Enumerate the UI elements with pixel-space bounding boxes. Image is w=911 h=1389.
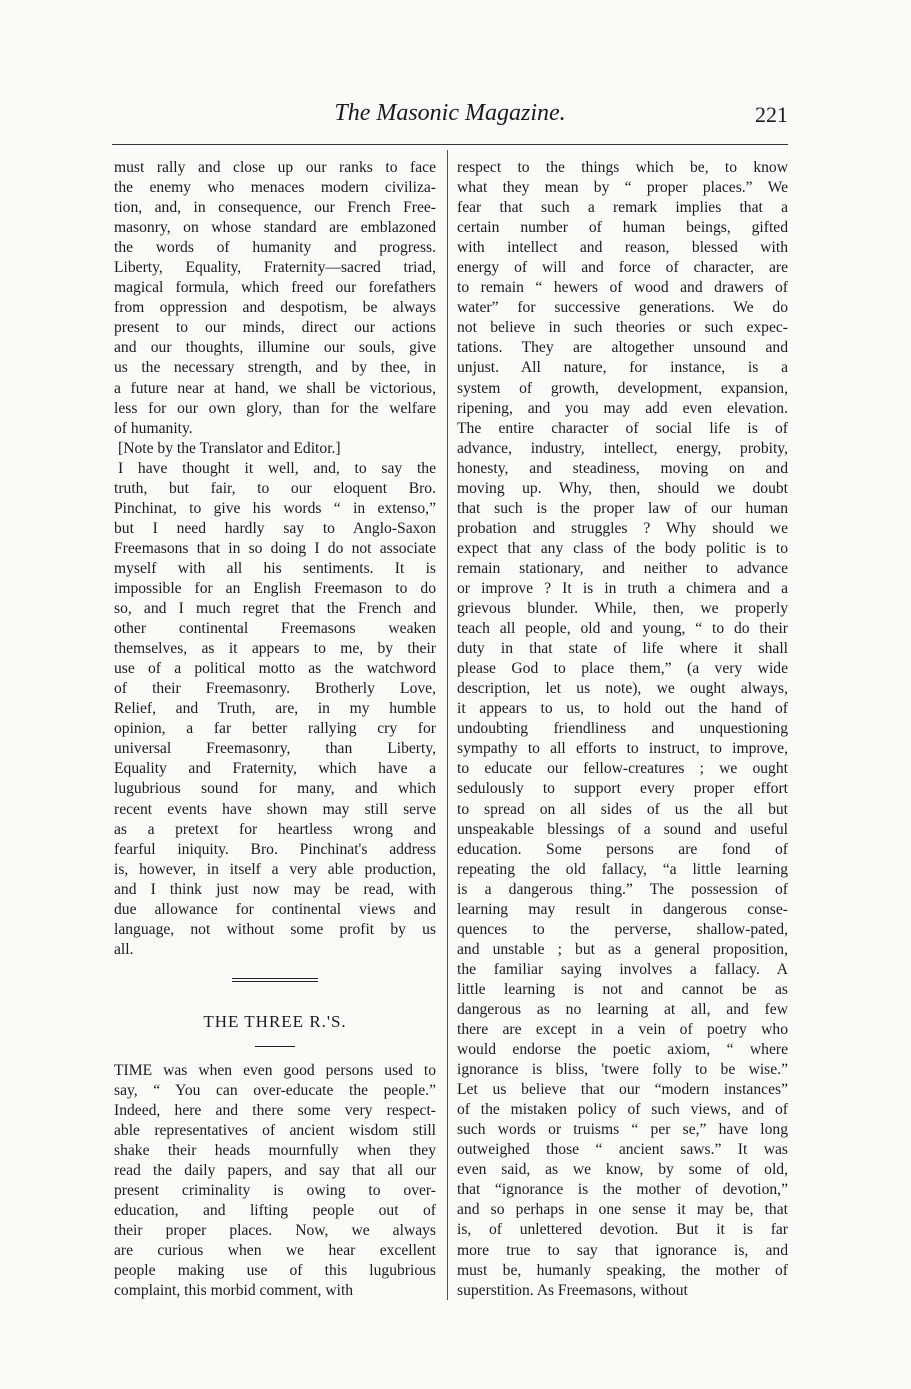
page-number: 221	[755, 102, 788, 127]
text-line: Pinchinat, to give his words “ in extenso,”	[114, 499, 436, 517]
text-line: superstition. As Freemasons, without	[457, 1281, 688, 1299]
text-line: is a dangerous thing.” The possession of	[457, 880, 788, 898]
text-line: education, and lifting people out of	[114, 1202, 436, 1220]
text-line: but I need hardly say to Anglo-Saxon	[114, 519, 436, 537]
text-line: Equality and Fraternity, which have a	[114, 760, 436, 778]
text-line: what they mean by “ proper places.” We	[457, 179, 788, 197]
text-line: and I think just now may be read, with	[114, 880, 436, 898]
text-line: people making use of this lugubrious	[114, 1262, 436, 1280]
text-line: Relief, and Truth, are, in my humble	[114, 700, 436, 718]
text-line: from oppression and despotism, be always	[114, 299, 436, 317]
text-line: truth, but fair, to our eloquent Bro.	[114, 479, 436, 497]
text-line: so, and I much regret that the French and	[114, 600, 436, 618]
text-line: must be, humanly speaking, the mother of	[457, 1261, 788, 1279]
text-line: grievous blunder. While, then, we properly	[457, 600, 788, 618]
text-line: teach all people, old and young, “ to do their	[457, 620, 788, 638]
text-line: tations. They are altogether unsound and	[457, 339, 788, 357]
text-line: energy of will and force of character, are	[457, 259, 788, 277]
text-line: unjust. All nature, for instance, is a	[457, 359, 788, 377]
text-line: all.	[114, 940, 134, 958]
section-separator	[232, 978, 318, 982]
text-line: present criminality is owing to over-	[114, 1182, 436, 1200]
text-line: Indeed, here and there some very respect-	[114, 1101, 436, 1119]
article-paragraph	[114, 1061, 436, 1302]
text-line: their proper places. Now, we always	[114, 1222, 436, 1240]
text-line: present to our minds, direct our actions	[114, 319, 436, 337]
text-line: please God to place them,” (a very wide	[457, 660, 788, 678]
text-line: fearful iniquity. Bro. Pinchinat's address	[114, 840, 436, 858]
text-line: universal Freemasonry, than Liberty,	[114, 740, 436, 758]
text-line: myself with all his sentiments. It is	[114, 559, 436, 577]
left-column	[114, 158, 436, 1301]
text-line: learning may result in dangerous conse-	[457, 900, 788, 918]
text-line: recent events have shown may still serve	[114, 800, 436, 818]
text-line: more true to say that ignorance is, and	[457, 1241, 788, 1259]
text-line: able representatives of ancient wisdom still	[114, 1122, 436, 1140]
text-line: Liberty, Equality, Fraternity—sacred triad,	[114, 259, 436, 277]
text-line: must rally and close up our ranks to face	[114, 159, 436, 176]
text-line: and so perhaps in one sense it may be, that	[457, 1201, 788, 1219]
editor-note-paragraph	[114, 459, 436, 960]
text-line: The entire character of social life is of	[457, 419, 788, 437]
text-line: Let us believe that our “modern instances”	[457, 1081, 788, 1099]
text-line: that “ignorance is the mother of devotion,”	[457, 1181, 788, 1199]
text-line: fear that such a remark implies that a	[457, 199, 788, 217]
text-line: as a pretext for heartless wrong and	[114, 820, 436, 838]
text-line: even said, as we know, by some of old,	[457, 1161, 788, 1179]
text-line: Freemasons that in so doing I do not associate	[114, 539, 436, 557]
text-line: system of growth, development, expansion,	[457, 379, 788, 397]
text-line: less for our own glory, than for the welfare	[114, 399, 436, 417]
text-line: and unstable ; but as a general proposition,	[457, 940, 788, 958]
text-line: ripening, and you may add even elevation.	[457, 399, 788, 417]
text-line: would endorse the poetic axiom, “ where	[457, 1041, 788, 1059]
text-line: with intellect and reason, blessed with	[457, 239, 788, 257]
article-paragraph-continued	[457, 158, 788, 1301]
text-line: I have thought it well, and, to say the	[118, 459, 436, 477]
text-line: little learning is not and cannot be as	[457, 980, 788, 998]
text-line: education. Some persons are fond of	[457, 840, 788, 858]
text-line: of humanity.	[114, 419, 193, 437]
text-line: sedulously to support every proper effort	[457, 780, 788, 798]
text-line: themselves, as it appears to me, by their	[114, 640, 436, 658]
header-rule	[112, 144, 788, 145]
text-line: expect that any class of the body politic is to	[457, 539, 788, 557]
text-line: shake their heads mournfully when they	[114, 1142, 436, 1160]
text-line: is, however, in itself a very able production,	[114, 860, 436, 878]
text-line: repeating the old fallacy, “a little learning	[457, 860, 788, 878]
text-line: masonry, on whose standard are emblazoned	[114, 219, 436, 237]
text-line: dangerous as no learning at all, and few	[457, 1000, 788, 1018]
text-line: ignorance is bliss, 'twere folly to be wise.”	[457, 1061, 788, 1079]
text-line: a future near at hand, we shall be victorious,	[114, 379, 436, 397]
text-line: description, let us note), we ought always,	[457, 680, 788, 698]
text-line: not believe in such theories or such expec-	[457, 319, 788, 337]
text-line: the familiar saying involves a fallacy. A	[457, 960, 788, 978]
column-divider	[447, 150, 448, 1300]
text-line: opinion, a far better rallying cry for	[114, 720, 436, 738]
magazine-title: The Masonic Magazine.	[334, 100, 566, 126]
text-line: read the daily papers, and say that all our	[114, 1162, 436, 1180]
running-header	[112, 100, 788, 136]
text-line: such words or truisms “ per se,” have long	[457, 1121, 788, 1139]
text-line: outweighed those “ ancient saws.” It was	[457, 1141, 788, 1159]
text-line: tion, and, in consequence, our French Free-	[114, 199, 436, 217]
right-column	[457, 158, 788, 1301]
text-line: the words of humanity and progress.	[114, 239, 436, 257]
text-line: quences to the perverse, shallow-pated,	[457, 920, 788, 938]
text-line: other continental Freemasons weaken	[114, 620, 436, 638]
text-line: of their Freemasonry. Brotherly Love,	[114, 680, 436, 698]
text-line: to spread on all sides of us the all but	[457, 800, 788, 818]
text-line: probation and struggles ? Why should we	[457, 519, 788, 537]
text-line: due allowance for continental views and	[114, 900, 436, 918]
text-line: water” for successive generations. We do	[457, 299, 788, 317]
paragraph-continued	[114, 158, 436, 439]
text-line: to remain “ hewers of wood and drawers of	[457, 279, 788, 297]
text-line: respect to the things which be, to know	[457, 159, 788, 176]
text-line: that such is the proper law of our human	[457, 499, 788, 517]
title-underline	[255, 1046, 295, 1047]
text-line: or improve ? It is in truth a chimera and a	[457, 579, 788, 597]
text-line: moving up. Why, then, should we doubt	[457, 479, 788, 497]
text-line: us the necessary strength, and by thee, in	[114, 359, 436, 377]
text-line: and our thoughts, illumine our souls, give	[114, 339, 436, 357]
text-line: unspeakable blessings of a sound and useful	[457, 820, 788, 838]
text-line: there are except in a vein of poetry who	[457, 1021, 788, 1039]
text-line: duty in that state of life where it shall	[457, 640, 788, 658]
text-line: it appears to us, to hold out the hand of	[457, 700, 788, 718]
text-line: magical formula, which freed our forefathers	[114, 279, 436, 297]
text-line: complaint, this morbid comment, with	[114, 1282, 354, 1300]
text-line: honesty, and steadiness, moving on and	[457, 459, 788, 477]
text-line: advance, industry, intellect, energy, probity,	[457, 439, 788, 457]
text-line: language, not without some profit by us	[114, 920, 436, 938]
text-line: lugubrious sound for many, and which	[114, 780, 436, 798]
section-title: THE THREE R.'S.	[203, 1011, 347, 1031]
text-line: use of a political motto as the watchword	[114, 660, 436, 678]
text-line: undoubting friendliness and unquestioning	[457, 720, 788, 738]
text-line: sympathy to all efforts to instruct, to improve,	[457, 740, 788, 758]
text-line: say, “ You can over-educate the people.”	[114, 1081, 436, 1099]
text-line: remain stationary, and neither to advance	[457, 559, 788, 577]
text-line: are curious when we hear excellent	[114, 1242, 436, 1260]
text-line: to educate our fellow-creatures ; we ought	[457, 760, 788, 778]
text-line: the enemy who menaces modern civiliza-	[114, 179, 436, 197]
text-line: TIME was when even good persons used to	[114, 1061, 436, 1079]
text-line: of the mistaken policy of such views, and of	[457, 1101, 788, 1119]
editor-note-heading: [Note by the Translator and Editor.]	[118, 439, 341, 457]
text-line: impossible for an English Freemason to do	[114, 579, 436, 597]
text-line: certain number of human beings, gifted	[457, 219, 788, 237]
text-line: is, of unlettered devotion. But it is far	[457, 1221, 788, 1239]
